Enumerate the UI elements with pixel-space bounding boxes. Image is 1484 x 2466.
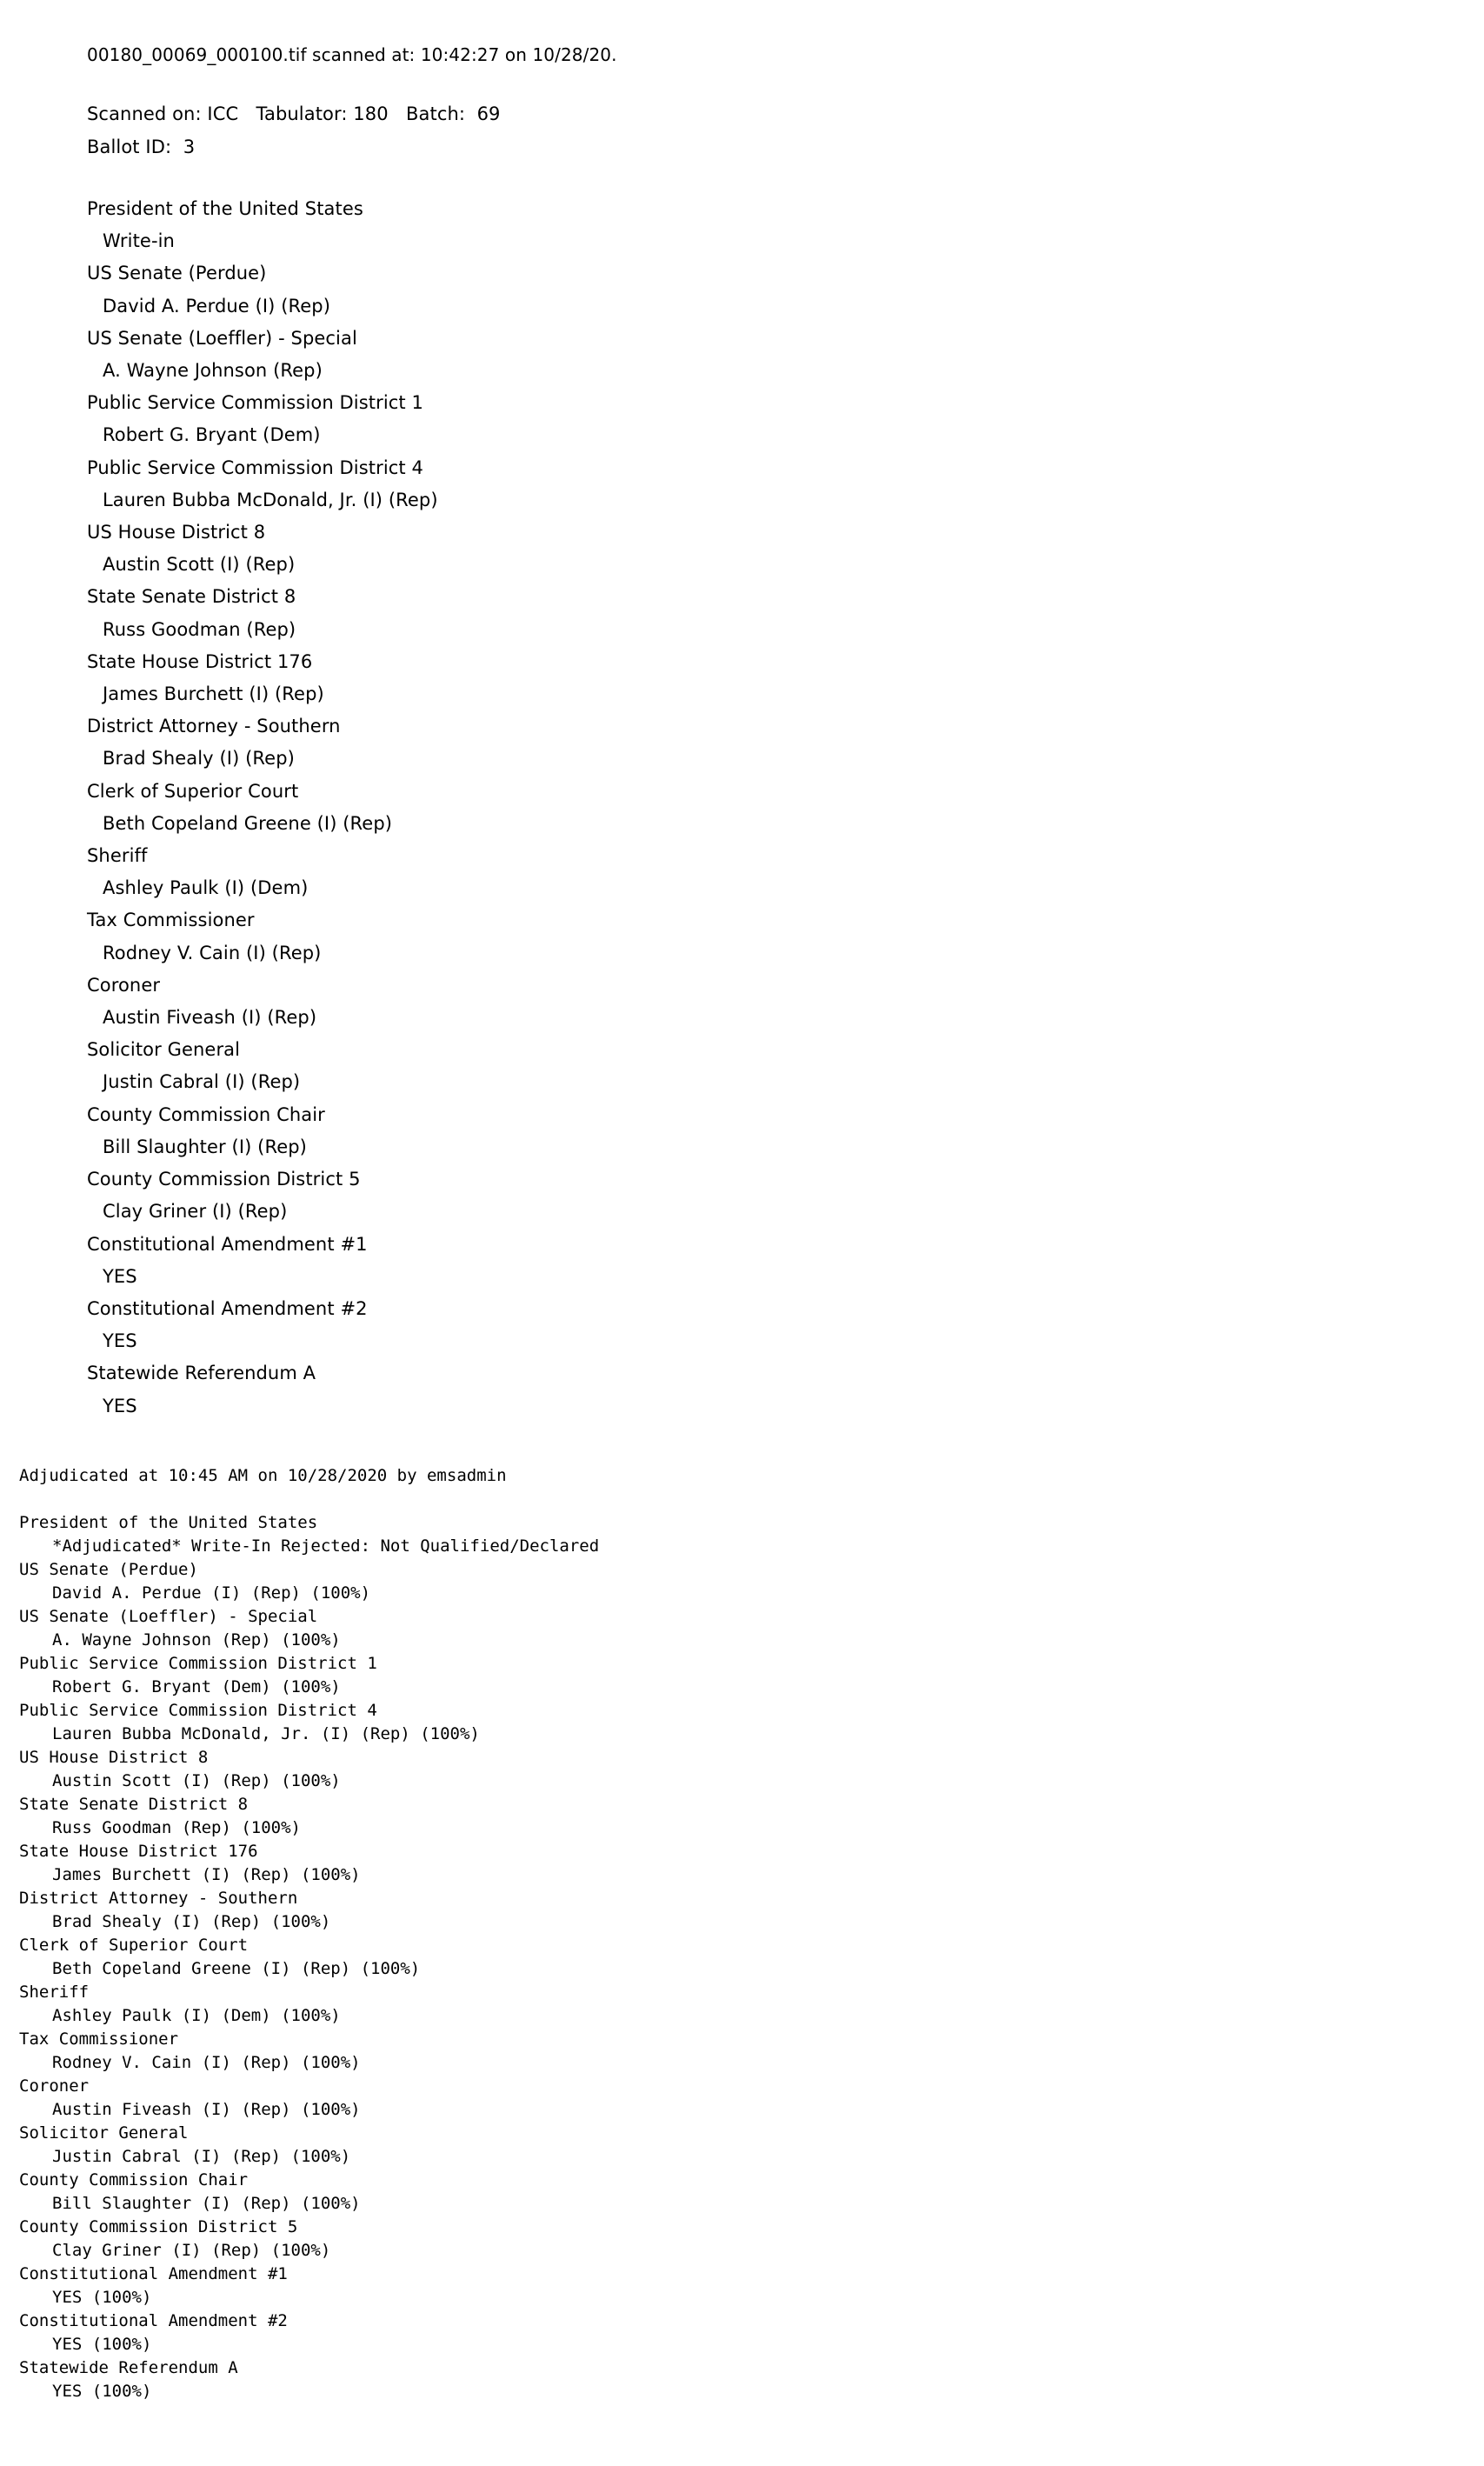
adj-contest-choice: *Adjudicated* Write-In Rejected: Not Qualified/Declared <box>52 1536 600 1556</box>
contest-choice: Brad Shealy (I) (Rep) <box>103 748 295 770</box>
contest-choice: Rodney V. Cain (I) (Rep) <box>103 942 322 963</box>
contest-title: President of the United States <box>87 198 363 219</box>
adjudication-heading: Adjudicated at 10:45 AM on 10/28/2020 by emsadmin <box>19 1465 507 1485</box>
contest-title: Clerk of Superior Court <box>87 780 299 802</box>
adj-contest-title: Statewide Referendum A <box>19 2357 238 2377</box>
adj-contest-choice: Lauren Bubba McDonald, Jr. (I) (Rep) (100%) <box>52 1723 480 1743</box>
adj-contest-choice: YES (100%) <box>52 2287 152 2307</box>
contest-title: State House District 176 <box>87 650 313 672</box>
contest-title: US Senate (Loeffler) - Special <box>87 327 357 349</box>
adj-contest-title: Public Service Commission District 4 <box>19 1700 377 1720</box>
scan-meta-line: Scanned on: ICC Tabulator: 180 Batch: 69 <box>87 103 501 124</box>
adj-contest-title: Tax Commissioner <box>19 2029 179 2049</box>
adj-contest-title: District Attorney - Southern <box>19 1888 298 1908</box>
adj-contest-choice: YES (100%) <box>52 2334 152 2354</box>
adj-contest-title: President of the United States <box>19 1512 318 1532</box>
contest-choice: Austin Fiveash (I) (Rep) <box>103 1007 317 1029</box>
adj-contest-choice: Justin Cabral (I) (Rep) (100%) <box>52 2146 351 2166</box>
scan-meta-line: Ballot ID: 3 <box>87 137 196 157</box>
adj-contest-choice: Brad Shealy (I) (Rep) (100%) <box>52 1911 331 1931</box>
contest-title: Public Service Commission District 4 <box>87 457 423 478</box>
contest-choice: Beth Copeland Greene (I) (Rep) <box>103 812 393 834</box>
contest-title: State Senate District 8 <box>87 586 296 608</box>
adj-contest-choice: Rodney V. Cain (I) (Rep) (100%) <box>52 2052 361 2072</box>
scan-header-line: 00180_00069_000100.tif scanned at: 10:42:27 on 10/28/20. <box>87 44 617 65</box>
contest-choice: YES <box>103 1265 137 1287</box>
contest-title: Solicitor General <box>87 1039 241 1061</box>
adj-contest-choice: YES (100%) <box>52 2381 152 2401</box>
contest-choice: Russ Goodman (Rep) <box>103 618 296 640</box>
adj-contest-title: County Commission District 5 <box>19 2216 298 2236</box>
adj-contest-title: US Senate (Loeffler) - Special <box>19 1606 318 1626</box>
adj-contest-choice: Beth Copeland Greene (I) (Rep) (100%) <box>52 1958 421 1978</box>
contest-choice: YES <box>103 1395 137 1416</box>
adj-contest-choice: David A. Perdue (I) (Rep) (100%) <box>52 1583 371 1603</box>
adj-contest-title: US House District 8 <box>19 1747 209 1767</box>
adj-contest-title: Solicitor General <box>19 2123 189 2143</box>
scan-metadata <box>87 97 1484 163</box>
scanned-contest-list <box>87 193 1484 1423</box>
contest-title: US House District 8 <box>87 522 266 543</box>
contest-title: Constitutional Amendment #2 <box>87 1297 368 1319</box>
contest-title: County Commission District 5 <box>87 1169 361 1190</box>
contest-title: Coroner <box>87 974 161 996</box>
adj-contest-choice: Clay Griner (I) (Rep) (100%) <box>52 2240 331 2260</box>
contest-choice: A. Wayne Johnson (Rep) <box>103 360 323 382</box>
contest-choice: Write-in <box>103 230 175 252</box>
contest-title: District Attorney - Southern <box>87 716 341 737</box>
contest-title: Public Service Commission District 1 <box>87 392 423 414</box>
adj-contest-title: US Senate (Perdue) <box>19 1559 198 1579</box>
adj-contest-title: State House District 176 <box>19 1841 258 1861</box>
adj-contest-choice: Ashley Paulk (I) (Dem) (100%) <box>52 2005 341 2025</box>
contest-choice: James Burchett (I) (Rep) <box>103 683 324 705</box>
contest-title: Tax Commissioner <box>87 910 255 931</box>
contest-title: Constitutional Amendment #1 <box>87 1233 368 1255</box>
adj-contest-title: Sheriff <box>19 1982 90 2002</box>
adj-contest-choice: Austin Fiveash (I) (Rep) (100%) <box>52 2099 361 2119</box>
adj-contest-title: State Senate District 8 <box>19 1794 249 1814</box>
adj-contest-choice: Austin Scott (I) (Rep) (100%) <box>52 1770 341 1790</box>
adjudication-log-section <box>0 1423 1484 2403</box>
contest-choice: Bill Slaughter (I) (Rep) <box>103 1136 307 1157</box>
contest-choice: Austin Scott (I) (Rep) <box>103 554 296 576</box>
contest-title: Sheriff <box>87 845 148 867</box>
contest-choice: Justin Cabral (I) (Rep) <box>103 1071 301 1093</box>
contest-choice: David A. Perdue (I) (Rep) <box>103 295 331 317</box>
adj-contest-choice: Russ Goodman (Rep) (100%) <box>52 1817 301 1837</box>
adjudicated-contest-list <box>19 1511 1484 2403</box>
adj-contest-choice: Bill Slaughter (I) (Rep) (100%) <box>52 2193 361 2213</box>
contest-title: US Senate (Perdue) <box>87 263 267 284</box>
adj-contest-title: Public Service Commission District 1 <box>19 1653 377 1673</box>
adj-contest-title: Coroner <box>19 2076 90 2096</box>
contest-choice: Lauren Bubba McDonald, Jr. (I) (Rep) <box>103 489 438 510</box>
contest-choice: Robert G. Bryant (Dem) <box>103 424 321 446</box>
adj-contest-choice: James Burchett (I) (Rep) (100%) <box>52 1864 361 1884</box>
adj-contest-title: Constitutional Amendment #1 <box>19 2263 288 2283</box>
adj-contest-choice: A. Wayne Johnson (Rep) (100%) <box>52 1630 341 1650</box>
contest-choice: Clay Griner (I) (Rep) <box>103 1201 288 1223</box>
contest-choice: YES <box>103 1330 137 1352</box>
adj-contest-title: County Commission Chair <box>19 2169 249 2189</box>
contest-title: County Commission Chair <box>87 1103 325 1125</box>
adj-contest-title: Clerk of Superior Court <box>19 1935 249 1955</box>
adj-contest-choice: Robert G. Bryant (Dem) (100%) <box>52 1676 341 1696</box>
contest-choice: Ashley Paulk (I) (Dem) <box>103 877 309 899</box>
contest-title: Statewide Referendum A <box>87 1363 316 1384</box>
adj-contest-title: Constitutional Amendment #2 <box>19 2310 288 2330</box>
